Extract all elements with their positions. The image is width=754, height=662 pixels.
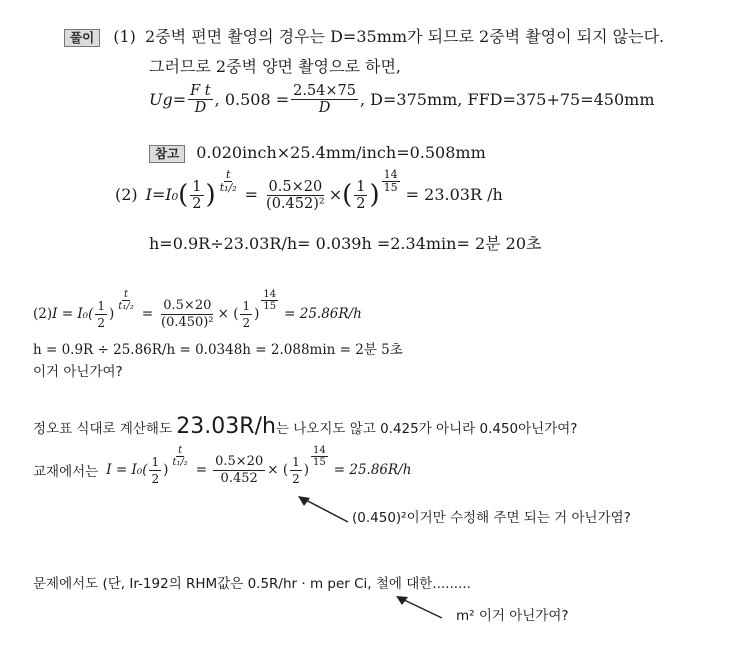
tb-exponent (170, 445, 189, 468)
tb-half (149, 454, 161, 487)
q-exp-den: t₁/₂ (118, 300, 134, 312)
tb-exp-den: t₁/₂ (172, 456, 188, 468)
q-exp-num: t (123, 288, 129, 300)
half-num: 1 (192, 178, 202, 195)
question-intensity: I = I₀( (52, 306, 94, 322)
q-half2-num: 1 (242, 298, 251, 313)
dose-den: (0.452)² (266, 195, 325, 212)
q-dose-fraction (159, 298, 216, 331)
part-2-number: (2) (115, 185, 138, 204)
half-fraction-2 (354, 179, 367, 212)
dose-fraction (264, 179, 327, 212)
q-exp2-num: 14 (263, 288, 277, 300)
note-text: 0.020inch×25.4mm/inch=0.508mm (196, 143, 486, 162)
question-ask: 이거 아닌가여? (33, 364, 123, 380)
intensity-label: I=I₀ (145, 185, 179, 204)
tb-half-den: 2 (151, 471, 160, 486)
q-half2-den: 2 (242, 315, 251, 330)
q-half-den: 2 (97, 315, 106, 330)
tb-dose-den: 0.452 (220, 470, 258, 486)
q-half-fraction-2 (240, 298, 252, 331)
problem-line: 문제에서도 (단, Ir-192의 RHM값은 0.5R/hr · m per Ci, 철에 대한......... (33, 576, 471, 592)
note-badge: 참고 (149, 145, 185, 163)
errata-pre: 정오표 식대로 계산해도 (33, 421, 177, 437)
tb-exponent-2 (311, 445, 328, 468)
q-half-num: 1 (97, 298, 106, 313)
question-formula (33, 288, 362, 336)
exp-den: t₁/₂ (219, 180, 237, 194)
q-close-paren-2: ) (254, 306, 260, 322)
exponent-fraction-2 (382, 169, 400, 194)
q-dose-num: 0.5×20 (163, 297, 212, 313)
tb-half2-den: 2 (292, 471, 300, 486)
equals: = (244, 185, 259, 204)
ug-label: Ug= (149, 89, 187, 109)
ug-numerator-2: 2.54×75 (293, 83, 356, 99)
exp-num: t (225, 167, 231, 181)
arrow-1-icon (296, 494, 350, 524)
tb-result: = 25.86R/h (333, 462, 412, 478)
exp2-den: 15 (383, 180, 398, 194)
half-den: 2 (192, 195, 202, 212)
question-h-line: h = 0.9R ÷ 25.86R/h = 0.0348h = 2.088min = 2분 5초 (33, 342, 403, 358)
tb-half2-num: 1 (292, 454, 300, 469)
q-exp2-den: 15 (263, 300, 277, 312)
dose-num: 0.5×20 (268, 178, 323, 195)
question-part-number: (2) (33, 306, 53, 322)
ug-formula (149, 83, 655, 116)
tb-times: × ( (267, 462, 289, 478)
tb-exp2-den: 15 (313, 456, 326, 468)
ug-middle: , 0.508 = (214, 89, 290, 109)
solution-line-1 (64, 27, 664, 47)
tb-half-2 (290, 454, 302, 487)
tb-half-num: 1 (151, 454, 160, 469)
q-half-fraction (95, 298, 107, 331)
errata-post: 는 나오지도 않고 0.425가 아니라 0.450아닌가여? (275, 421, 578, 437)
textbook-label: 교재에서는 (33, 464, 99, 480)
part-2-time-line: h=0.9R÷23.03R/h= 0.039h =2.34min= 2분 20초 (149, 234, 542, 253)
half-num-2: 1 (356, 178, 366, 195)
paren-close-2: ) (369, 180, 380, 210)
errata-value: 23.03R/h (176, 414, 276, 439)
tb-equals: = (195, 462, 208, 478)
textbook-formula (33, 444, 412, 492)
ug-fraction (188, 83, 213, 116)
tb-exp2-num: 14 (313, 444, 326, 456)
q-exponent-2 (261, 289, 278, 312)
part-2-formula (115, 167, 503, 220)
result-value: = 23.03R /h (405, 185, 503, 204)
ug-numerator: F t (190, 83, 211, 99)
q-close-paren: ) (109, 306, 115, 322)
q-equals: = (141, 306, 154, 322)
errata-line (33, 414, 577, 442)
solution-line-2: 그러므로 2중벽 양면 촬영으로 하면, (149, 57, 401, 76)
tb-close-2: ) (303, 462, 310, 478)
tb-intensity: I = I₀( (106, 462, 148, 478)
arrow-2-note: m² 이거 아닌가여? (456, 608, 569, 624)
q-times: × ( (217, 306, 239, 322)
paren-close: ) (205, 180, 216, 210)
exponent-fraction (218, 169, 239, 194)
paren-open-2: ( (342, 180, 353, 210)
ug-denominator-2: D (318, 100, 331, 116)
paren-open: ( (178, 180, 189, 210)
half-fraction (190, 179, 203, 212)
arrow-2-icon (394, 594, 444, 620)
tb-dose-num: 0.5×20 (215, 453, 264, 469)
note-line (149, 143, 486, 163)
half-den-2: 2 (356, 195, 366, 212)
times: × (328, 185, 343, 204)
q-exponent (116, 289, 135, 312)
tb-close: ) (163, 462, 169, 478)
q-result: = 25.86R/h (284, 306, 362, 322)
ug-denominator: D (194, 100, 207, 116)
exp2-num: 14 (383, 167, 398, 181)
ug-fraction-2 (291, 83, 358, 116)
tb-exp-num: t (178, 444, 183, 456)
arrow-1-note: (0.450)²이거만 수정해 주면 되는 거 아닌가염? (352, 510, 631, 526)
tb-dose-fraction (213, 454, 265, 487)
part-1-number: (1) (113, 27, 136, 46)
q-dose-den: (0.450)² (161, 314, 214, 330)
ug-tail: , D=375mm, FFD=375+75=450mm (360, 89, 655, 109)
solution-badge: 풀이 (64, 29, 100, 47)
part-1-text: 2중벽 편면 촬영의 경우는 D=35mm가 되므로 2중벽 촬영이 되지 않는다. (145, 27, 665, 46)
